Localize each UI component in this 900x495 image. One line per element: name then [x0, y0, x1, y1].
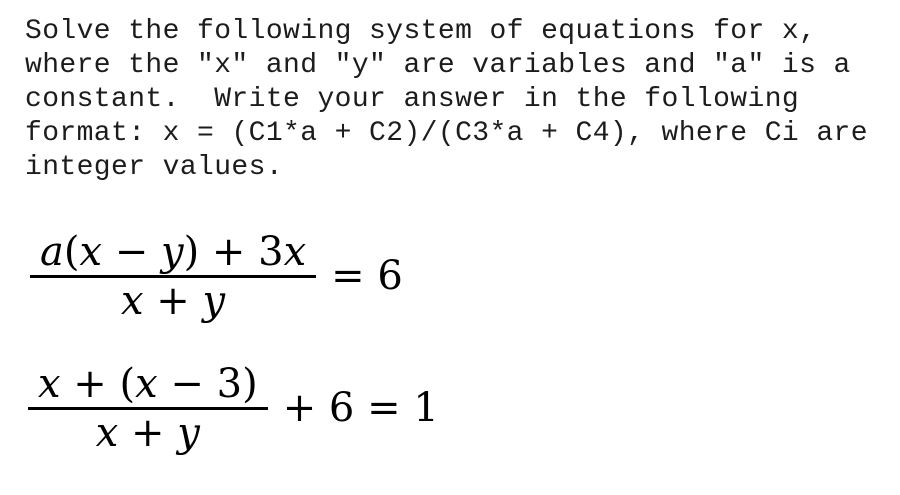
- equation-1-rhs: = 6: [331, 253, 403, 300]
- math-var: x: [95, 409, 119, 456]
- problem-statement: [25, 15, 868, 185]
- math-op: +: [118, 409, 178, 456]
- math-var: x: [135, 361, 158, 407]
- math-op: − 3): [157, 361, 258, 407]
- equation-1-fraction: [30, 229, 316, 324]
- math-var: x: [121, 277, 144, 324]
- math-var: y: [160, 229, 184, 275]
- math-var: x: [283, 229, 307, 275]
- equation-2-fraction: [28, 361, 268, 456]
- equation-2-rhs: + 6 = 1: [282, 385, 439, 432]
- math-var: y: [202, 277, 226, 324]
- equation-1-denominator: [111, 278, 235, 324]
- math-op: + (: [60, 361, 136, 407]
- problem-line: integer values.: [25, 152, 284, 183]
- problem-line: where the "x" and "y" are variables and "a" is a: [25, 50, 851, 81]
- math-op: +: [143, 277, 203, 324]
- math-var: x: [79, 229, 103, 275]
- equation-1-numerator: [30, 229, 316, 275]
- math-op: −: [102, 229, 161, 275]
- math-var: a: [40, 229, 64, 275]
- equation-2-denominator: [86, 410, 210, 456]
- problem-line: Solve the following system of equations for x,: [25, 16, 817, 47]
- math-var: x: [38, 361, 61, 407]
- equation-1: [30, 229, 403, 324]
- problem-line: format: x = (C1*a + C2)/(C3*a + C4), where Ci are: [25, 118, 868, 149]
- math-op: (: [63, 229, 80, 275]
- problem-line: constant. Write your answer in the following: [25, 84, 800, 115]
- equation-2: [28, 361, 439, 456]
- math-op: ) + 3: [183, 229, 284, 275]
- equation-2-numerator: [28, 361, 268, 407]
- math-var: y: [177, 409, 200, 456]
